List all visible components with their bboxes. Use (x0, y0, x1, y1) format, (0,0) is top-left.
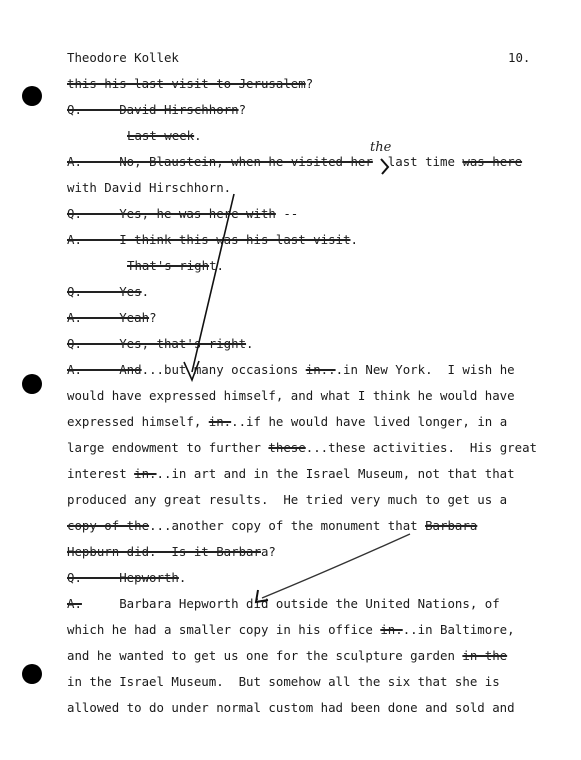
line-text: large endowment to further (67, 440, 269, 455)
struck-text: A. (67, 596, 82, 611)
transcript-line (67, 440, 537, 456)
transcript-line (67, 362, 515, 378)
struck-text: Last week (127, 128, 195, 143)
line-text: ? (305, 76, 314, 91)
struck-text: That's righ (127, 258, 210, 273)
line-text: ..in art and in the Israel Museum, not that that (156, 466, 515, 481)
line-text: last time (372, 154, 463, 169)
transcript-line (67, 414, 507, 430)
line-text: which he had a smaller copy in his office (67, 622, 381, 637)
struck-text: Q. Yes, he was here with (67, 206, 276, 221)
transcript-line (67, 492, 507, 508)
line-text: t. (209, 258, 224, 273)
struck-text: Hepburn did. Is it Barbar (67, 544, 261, 559)
transcript-line (127, 128, 202, 144)
struck-text: in. (134, 466, 157, 481)
line-text: interest (67, 466, 135, 481)
struck-text: Q. Yes, that's right (67, 336, 247, 351)
transcript-line (127, 258, 224, 274)
line-text: ? (238, 102, 247, 117)
line-text: . (194, 128, 202, 143)
transcript-line (67, 648, 507, 664)
transcript-line (67, 154, 522, 170)
punch-hole (22, 664, 42, 684)
line-text: a? (260, 544, 276, 559)
header-name: Theodore Kollek (67, 50, 179, 65)
transcript-line (67, 76, 313, 92)
transcript-line (67, 206, 298, 222)
handwritten-insertion: the (370, 140, 392, 155)
punch-hole (22, 374, 42, 394)
struck-text: A. No, Blaustein, when he visited her (67, 154, 373, 169)
line-text: Barbara Hepworth did outside the United Nations, of (81, 596, 500, 611)
struck-text: Barbara (425, 518, 478, 533)
struck-text: Q. David Hirschhorn (67, 102, 239, 117)
transcript-line (67, 466, 515, 482)
line-text: with David Hirschhorn. (67, 180, 232, 195)
line-text: in the Israel Museum. But somehow all the six that she is (67, 674, 500, 689)
line-text: and he wanted to get us one for the sculpture garden (67, 648, 463, 663)
transcript-line (67, 570, 186, 586)
struck-text: in. (380, 622, 403, 637)
struck-text: in.. (305, 362, 336, 377)
struck-text: Q. Hepworth (67, 570, 179, 585)
struck-text: this his last visit to Jerusalem (67, 76, 306, 91)
line-text: . (246, 336, 254, 351)
line-text: -- (275, 206, 299, 221)
line-text: . (178, 570, 187, 585)
transcript-line (67, 388, 515, 404)
line-text: allowed to do under normal custom had been done and sold and (67, 700, 515, 715)
struck-text: was here (462, 154, 523, 169)
line-text: ...another copy of the monument that (149, 518, 426, 533)
transcript-line (67, 336, 254, 352)
transcript-line (67, 310, 157, 326)
line-text: ? (149, 310, 157, 325)
line-text: ...but many occasions (141, 362, 306, 377)
transcript-line (67, 284, 149, 300)
punch-hole (22, 86, 42, 106)
struck-text: these (268, 440, 306, 455)
transcript-line (67, 102, 246, 118)
line-text: .in New York. I wish he (335, 362, 515, 377)
transcript-line (67, 674, 500, 690)
line-text: ..in Baltimore, (402, 622, 515, 637)
transcript-line (67, 622, 515, 638)
transcript-line (67, 180, 231, 196)
transcript-line (67, 232, 358, 248)
line-text: would have expressed himself, and what I think he would have (67, 388, 515, 403)
struck-text: A. I think this was his last visit (67, 232, 351, 247)
struck-text: Q. Yes (67, 284, 142, 299)
struck-text: A. Yeah (67, 310, 150, 325)
line-text: ...these activities. His great (305, 440, 537, 455)
page-number: 10. (508, 50, 531, 65)
line-text: expressed himself, (67, 414, 209, 429)
transcript-line (67, 544, 276, 560)
struck-text: copy of the (67, 518, 150, 533)
struck-text: in. (208, 414, 232, 429)
line-text: ..if he would have lived longer, in a (231, 414, 508, 429)
transcript-line (67, 596, 500, 612)
transcript-line (67, 700, 515, 716)
line-text: . (350, 232, 358, 247)
line-text: produced any great results. He tried very much to get us a (67, 492, 508, 507)
line-text: . (141, 284, 150, 299)
struck-text: in the (462, 648, 508, 663)
move-arrow-line (262, 534, 410, 598)
transcript-line (67, 518, 477, 534)
struck-text: A. And (67, 362, 142, 377)
